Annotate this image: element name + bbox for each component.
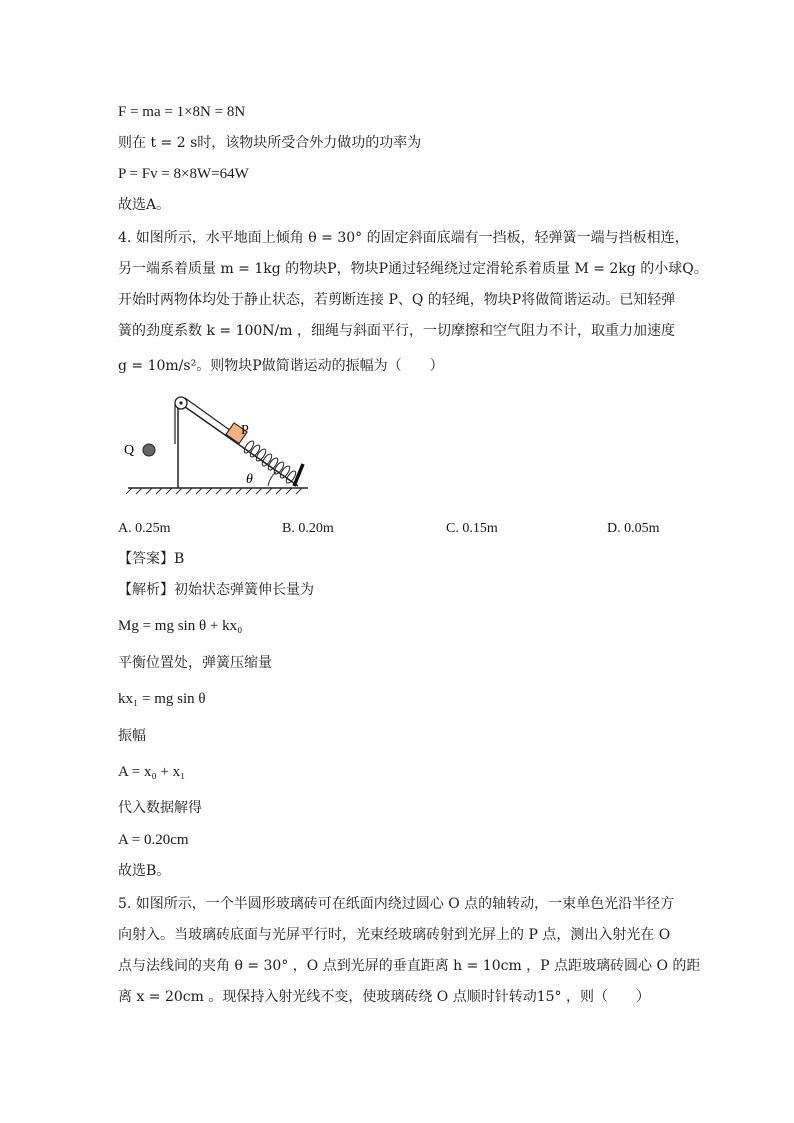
- q4-stem-line-2: 另一端系着质量 m = 1kg 的物块P，物块P通过轻绳绕过定滑轮系着质量 M = 2kg 的小球Q。: [118, 261, 708, 277]
- analysis-line-4: 代入数据解得: [118, 800, 202, 816]
- option-c[interactable]: C. 0.15m: [446, 521, 498, 536]
- analysis-equation-1: Mg = mg sin θ + kx₀: [118, 618, 243, 634]
- answer-label: 【答案】B: [118, 551, 185, 567]
- equation-force: F = ma = 1×8N = 8N: [118, 104, 246, 120]
- q4-stem-line-3: 开始时两物体均处于静止状态，若剪断连接 P、Q 的轻绳，物块P将做简谐运动。已知轻弹: [118, 292, 676, 308]
- analysis-equation-2: kx₁ = mg sin θ: [118, 691, 206, 707]
- incline-figure: [118, 390, 318, 500]
- ball-q: [143, 444, 155, 456]
- option-a[interactable]: A. 0.25m: [118, 521, 171, 536]
- analysis-equation-4: A = 0.20cm: [118, 832, 189, 848]
- label-q: Q: [124, 443, 135, 458]
- conclusion-prev: 故选A。: [118, 197, 171, 213]
- q5-stem-line-3: 点与法线间的夹角 θ = 30° ，O 点到光屏的垂直距离 h = 10cm ，P 点距玻璃砖圆心 O 的距: [118, 958, 701, 974]
- analysis-line-2: 平衡位置处，弹簧压缩量: [118, 655, 272, 671]
- label-p: P: [241, 423, 249, 438]
- q5-stem-line-1: 5. 如图所示，一个半圆形玻璃砖可在纸面内绕过圆心 O 点的轴转动，一束单色光沿半径方: [118, 896, 675, 912]
- q4-stem-line-5: g = 10m/s²。则物块P做简谐运动的振幅为（ ）: [118, 358, 444, 374]
- option-b[interactable]: B. 0.20m: [282, 521, 334, 536]
- equation-power: P = Fv = 8×8W=64W: [118, 166, 249, 182]
- q4-stem-line-1: 4. 如图所示，水平地面上倾角 θ = 30° 的固定斜面底端有一挡板，轻弹簧一端与挡板相连，: [118, 230, 689, 246]
- q4-stem-line-4: 簧的劲度系数 k = 100N/m ，细绳与斜面平行，一切摩擦和空气阻力不计，取重力加速度: [118, 323, 675, 339]
- ground-hatching: [126, 488, 302, 494]
- label-theta: θ: [246, 472, 253, 487]
- analysis-line-3: 振幅: [118, 728, 146, 744]
- analysis-line-1: 【解析】初始状态弹簧伸长量为: [118, 582, 314, 598]
- analysis-equation-3: A = x₀ + x₁: [118, 764, 186, 780]
- incline-surface: [178, 402, 298, 486]
- q5-stem-line-4: 离 x = 20cm 。现保持入射光线不变，使玻璃砖绕 O 点顺时针转动15° ，则（ ）: [118, 989, 650, 1005]
- text-power: 则在 t = 2 s时，该物块所受合外力做功的功率为: [118, 135, 422, 151]
- analysis-conclusion: 故选B。: [118, 863, 171, 879]
- q5-stem-line-2: 向射入。当玻璃砖底面与光屏平行时，光束经玻璃砖射到光屏上的 P 点，测出入射光在 O: [118, 927, 671, 943]
- option-d[interactable]: D. 0.05m: [607, 521, 660, 536]
